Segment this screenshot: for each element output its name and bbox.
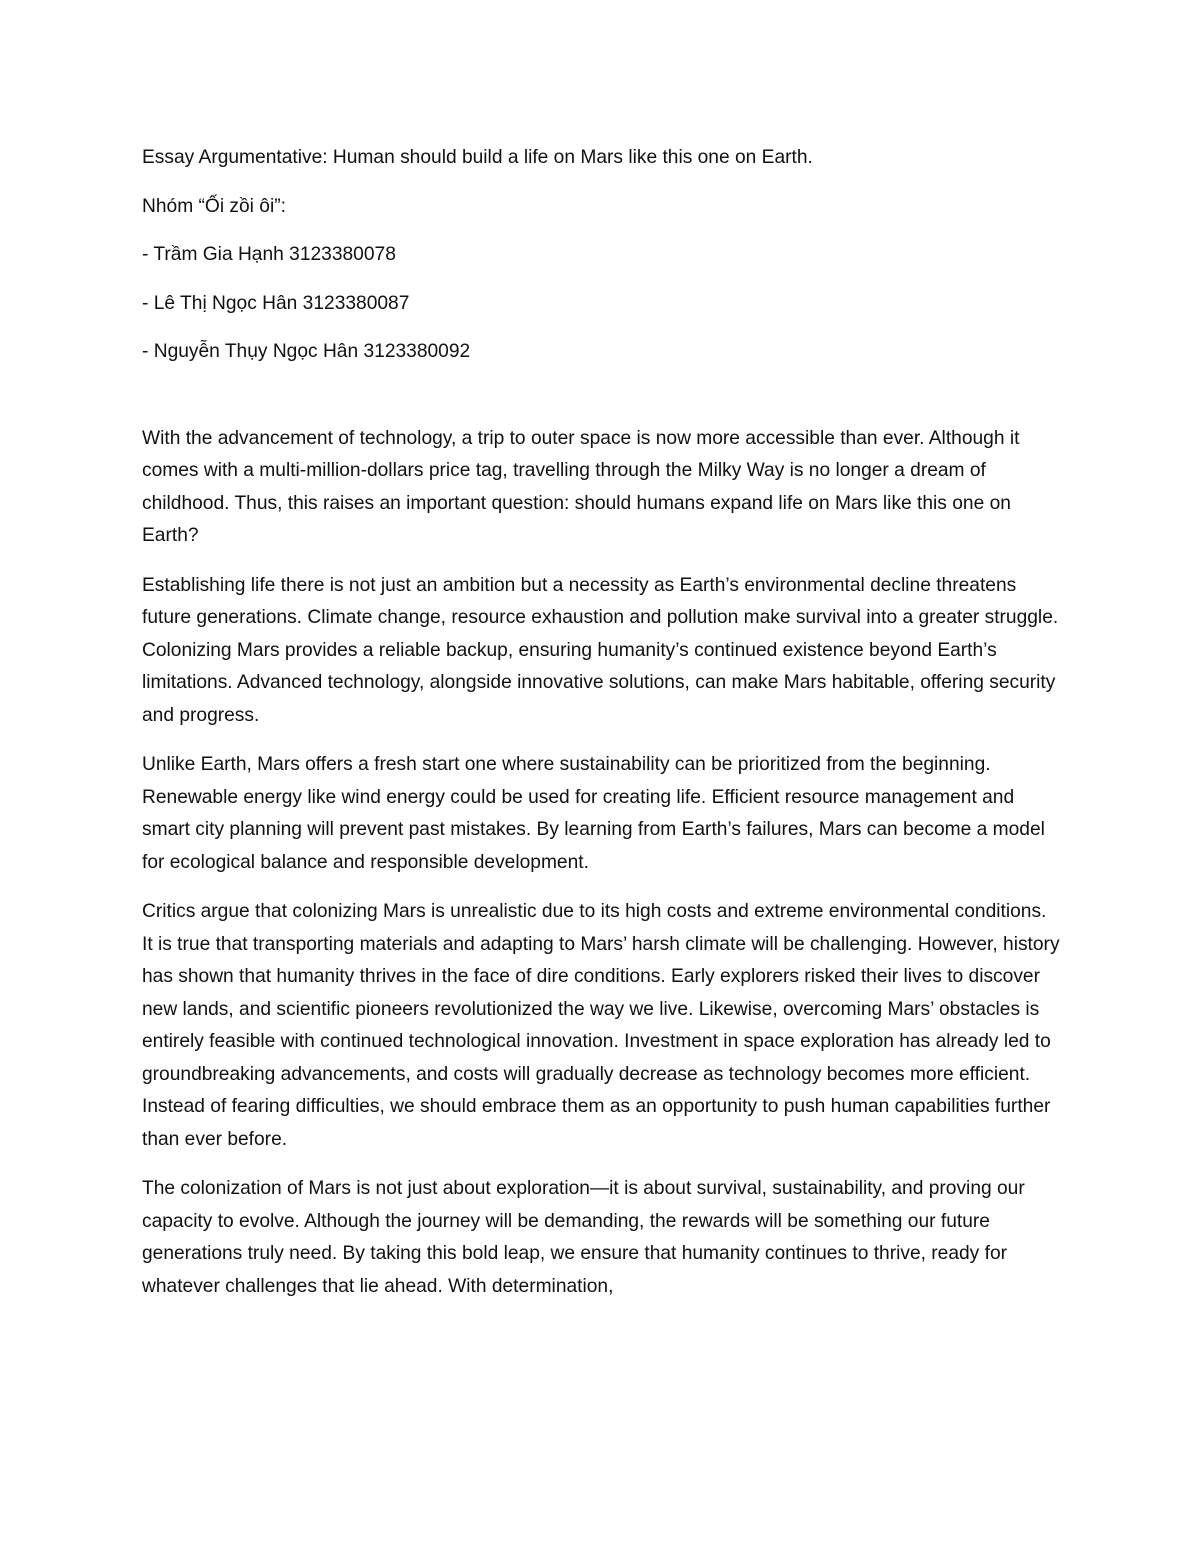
member-item: - Trầm Gia Hạnh 3123380078 (142, 244, 396, 265)
member-item: - Lê Thị Ngọc Hân 3123380087 (142, 292, 410, 314)
member-list (142, 239, 1062, 369)
paragraph-intro: With the advancement of technology, a trip to outer space is now more accessible than ever. Although it comes with a multi-million-dollars price tag, travelling through the Milky Way is no longer a dream of childhood. Thus, this raises an important question: should humans expand life on Mars like this one on Earth? (142, 427, 1020, 546)
paragraph-fresh-start: Unlike Earth, Mars offers a fresh start one where sustainability can be prioritized from the beginning. Renewable energy like wind energy could be used for creating life. Efficient resource management and smart city planning will prevent past mistakes. By learning from Earth’s failures, Mars can become a model for ecological balance and responsible development. (142, 754, 1045, 873)
member-item: - Nguyễn Thụy Ngọc Hân 3123380092 (142, 341, 471, 362)
paragraph-necessity: Establishing life there is not just an ambition but a necessity as Earth’s environmental decline threatens future generations. Climate change, resource exhaustion and pollution make survival into a greater struggle. Colonizing Mars provides a reliable backup, ensuring humanity’s continued existence beyond Earth’s limitations. Advanced technology, alongside innovative solutions, can make Mars habitable, offering security and progress. (142, 574, 1059, 726)
group-label: Nhóm “Ối zồi ôi”: (142, 195, 286, 217)
blank-line (142, 385, 1062, 423)
paragraph-conclusion: The colonization of Mars is not just about exploration—it is about survival, sustainability, and proving our capacity to evolve. Although the journey will be demanding, the rewards will be something our future generations truly need. By taking this bold leap, we ensure that humanity continues to thrive, ready for whatever challenges that lie ahead. With determination, (142, 1178, 1025, 1297)
document-body (142, 142, 1062, 1320)
paragraph-counterargument: Critics argue that colonizing Mars is unrealistic due to its high costs and extreme environmental conditions. It is true that transporting materials and adapting to Mars’ harsh climate will be challenging. However, history has shown that humanity thrives in the face of dire conditions. Early explorers risked their lives to discover new lands, and scientific pioneers revolutionized the way we live. Likewise, overcoming Mars’ obstacles is entirely feasible with continued technological innovation. Investment in space exploration has already led to groundbreaking advancements, and costs will gradually decrease as technology becomes more efficient. Instead of fearing difficulties, we should embrace them as an opportunity to push human capabilities further than ever before. (142, 901, 1060, 1150)
essay-title: Essay Argumentative: Human should build a life on Mars like this one on Earth. (142, 147, 813, 168)
